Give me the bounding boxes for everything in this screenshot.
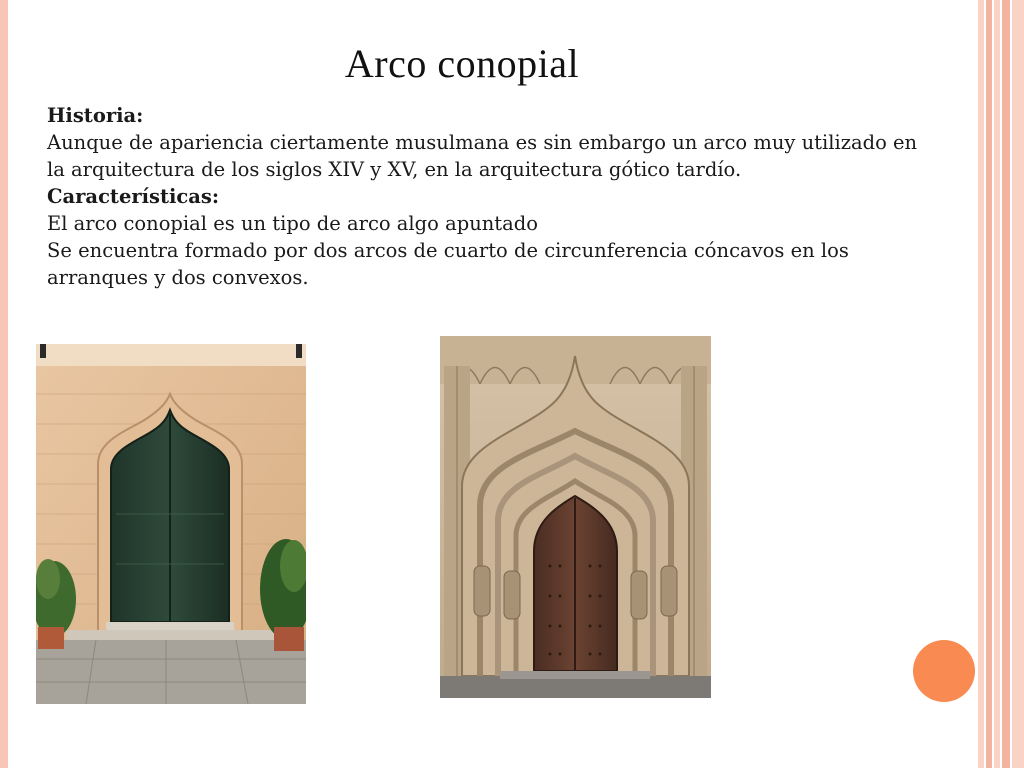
accent-circle <box>913 640 975 702</box>
decor-stripe-1 <box>978 0 984 768</box>
decor-stripe-3 <box>994 0 1000 768</box>
historia-heading: Historia: <box>47 104 144 127</box>
decor-stripe-2 <box>986 0 992 768</box>
decor-stripe-4 <box>1002 0 1010 768</box>
slide-body <box>47 102 927 291</box>
caracteristicas-line-2: Se encuentra formado por dos arcos de cuarto de circunferencia cóncavos en los arranques y dos convexos. <box>47 239 849 289</box>
decor-stripe-5 <box>1012 0 1024 768</box>
historia-text: Aunque de apariencia ciertamente musulmana es sin embargo un arco muy utilizado en la arquitectura de los siglos XIV y XV, en la arquitectura gótico tardío. <box>47 131 918 181</box>
ogee-arch-doorway-photo <box>36 344 306 704</box>
caracteristicas-line-1: El arco conopial es un tipo de arco algo apuntado <box>47 212 538 235</box>
slide-title: Arco conopial <box>344 41 580 86</box>
gothic-portal-photo <box>440 336 711 698</box>
slide-left-border <box>0 0 8 768</box>
caracteristicas-heading: Características: <box>47 185 220 208</box>
